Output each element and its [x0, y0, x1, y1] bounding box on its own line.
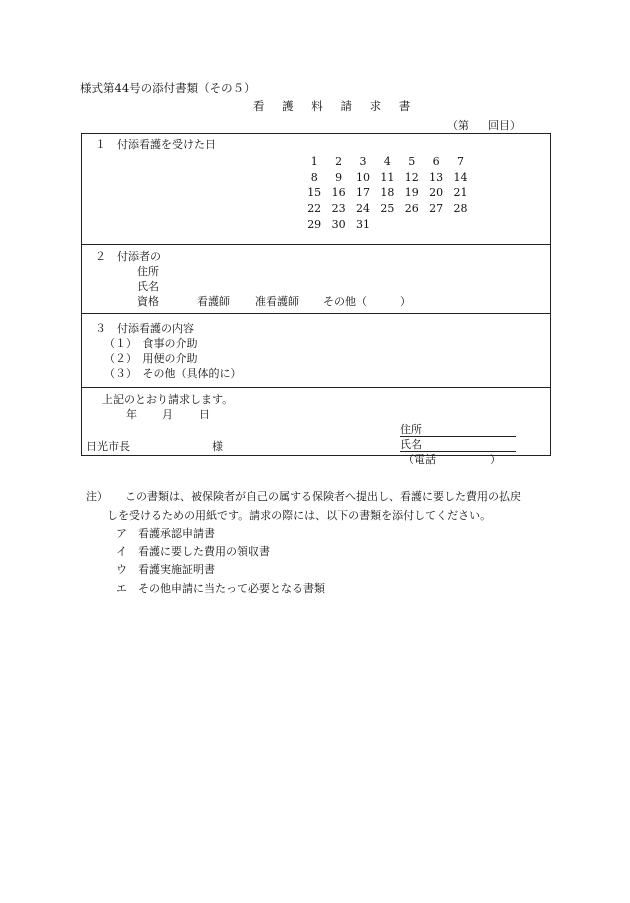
round-open: （第 [447, 119, 469, 132]
note-line-2: しを受けるための用紙です。請求の際には、以下の書類を添付してください。 [107, 509, 492, 522]
attendant-address-label: 住所 [137, 265, 159, 278]
calendar-day: 5 [408, 155, 416, 168]
calendar-day: 17 [355, 186, 370, 200]
attachment-item: エ その他申請に当たって必要となる書類 [116, 582, 325, 595]
calendar-day: 12 [404, 170, 419, 184]
calendar-day: 13 [429, 170, 444, 184]
note-line-1: この書類は、被保険者が自己の属する保険者へ提出し、看護に要した費用の払戻 [125, 490, 521, 503]
calendar-day: 23 [331, 202, 346, 216]
claimant-name-label: 氏名 [400, 438, 422, 451]
calendar-day: 21 [453, 186, 468, 200]
calendar-day: 31 [355, 217, 370, 231]
page-title: 看 護 料 請 求 書 [253, 99, 418, 113]
care-item-meal: （１） 食事の介助 [104, 337, 198, 350]
calendar-day: 7 [457, 155, 465, 168]
calendar-day: 27 [429, 202, 444, 216]
calendar-day: 29 [307, 217, 322, 231]
calendar-day: 4 [383, 155, 391, 168]
calendar-day: 6 [432, 155, 440, 168]
calendar-day: 8 [310, 170, 318, 184]
note-prefix: 注） [86, 490, 108, 503]
calendar-day: 26 [404, 202, 419, 216]
qualification-nurse: 看護師 [197, 295, 230, 308]
calendar-day: 14 [453, 170, 468, 184]
calendar-day: 30 [331, 217, 346, 231]
calendar-day: 20 [429, 186, 444, 200]
calendar-day: 15 [307, 186, 322, 200]
calendar-day: 24 [355, 202, 370, 216]
addressee: 日光市長 [86, 440, 130, 453]
form-number: 様式第44号の添付書類（その５） [80, 81, 256, 95]
date-month: 月 [162, 408, 173, 421]
calendar-day: 28 [453, 202, 468, 216]
claimant-address-field [400, 424, 516, 437]
round-close: 回目） [488, 119, 521, 132]
honorific: 様 [212, 440, 223, 453]
phone-close: ） [490, 453, 501, 466]
phone-open: （電話 [403, 453, 436, 466]
divider [82, 387, 550, 388]
divider [82, 244, 550, 245]
date-year: 年 [126, 408, 137, 421]
claim-statement: 上記のとおり請求します。 [102, 393, 234, 406]
claim-form [81, 133, 551, 466]
qualification-other: その他（ ） [323, 295, 411, 308]
calendar-day: 19 [404, 186, 419, 200]
calendar-day: 25 [380, 202, 395, 216]
divider [82, 313, 550, 314]
calendar-day: 2 [335, 155, 343, 168]
attachment-item: ア 看護承認申請書 [116, 527, 215, 540]
calendar-day: 11 [380, 170, 395, 184]
calendar-day: 1 [310, 155, 318, 168]
claimant-name-field [400, 439, 516, 452]
qualification-assistant-nurse: 准看護師 [255, 295, 299, 308]
attachment-item: ウ 看護実施証明書 [116, 563, 215, 576]
attendant-name-label: 氏名 [137, 280, 159, 293]
care-item-toilet: （２） 用便の介助 [104, 352, 198, 365]
claimant-address-label: 住所 [400, 423, 422, 436]
attachment-item: イ 看護に要した費用の領収書 [116, 545, 270, 558]
calendar-day: 9 [335, 170, 343, 184]
qualification-label: 資格 [137, 295, 159, 308]
calendar-day: 22 [307, 202, 322, 216]
calendar-day: 3 [359, 155, 367, 168]
calendar-day: 10 [355, 170, 370, 184]
section2-heading: ２ 付添者の [95, 250, 161, 263]
date-day: 日 [199, 408, 210, 421]
section1-heading: １ 付添看護を受けた日 [95, 138, 216, 151]
calendar-day: 18 [380, 186, 395, 200]
calendar-day: 16 [331, 186, 346, 200]
section3-heading: ３ 付添看護の内容 [95, 322, 194, 335]
calendar-days [302, 154, 473, 232]
care-item-other: （３） その他（具体的に） [104, 367, 242, 380]
